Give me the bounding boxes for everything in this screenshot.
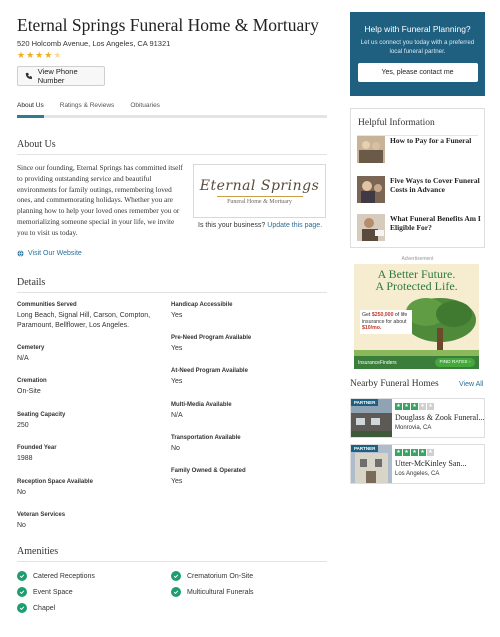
partner-badge: PARTNER	[351, 399, 378, 406]
detail-value: Yes	[171, 378, 183, 385]
nearby-city: Monrovia, CA	[395, 425, 432, 431]
ad-offer	[360, 310, 412, 334]
amenity-label: Catered Receptions	[33, 572, 95, 580]
helpful-information	[350, 108, 485, 248]
detail-label: Pre-Need Program Available	[171, 335, 252, 341]
view-phone-button[interactable]	[17, 66, 105, 86]
partner-badge: PARTNER	[351, 445, 378, 452]
detail-seating-capacity	[17, 412, 167, 431]
detail-value: Yes	[171, 312, 183, 319]
check-icon	[17, 571, 27, 581]
ad-offer-pre: Get	[362, 312, 372, 318]
detail-label: Cremation	[17, 378, 47, 384]
globe-icon	[17, 250, 24, 257]
amenity-item	[17, 587, 73, 597]
view-phone-label: View Phone Number	[37, 67, 78, 85]
business-address: 520 Holcomb Avenue, Los Angeles, CA 91321	[17, 39, 171, 48]
detail-reception-space	[17, 479, 167, 498]
amenities-heading: Amenities	[17, 546, 59, 557]
ad-headline-2: A Protected Life.	[375, 279, 458, 293]
business-logo	[193, 164, 326, 218]
rating-star-icon: ★	[420, 403, 425, 409]
ad-offer-amount: $250,000	[371, 312, 394, 318]
detail-value: No	[171, 445, 180, 452]
rating-star-icon: ★	[428, 403, 433, 409]
star-icon: ★	[35, 50, 44, 60]
claim-prefix: Is this your business?	[198, 222, 266, 229]
detail-label: Veteran Services	[17, 512, 66, 518]
detail-label: Communities Served	[17, 302, 77, 308]
nearby-heading: Nearby Funeral Homes	[350, 379, 439, 389]
help-title: Help with Funeral Planning?	[364, 24, 471, 34]
divider	[17, 292, 327, 293]
tab-obituaries[interactable]: Obituaries	[130, 102, 160, 109]
star-icon: ★	[44, 50, 53, 60]
amenity-label: Crematorium On-Site	[187, 572, 254, 580]
help-text: Let us connect you today with a preferred local funeral partner.	[360, 39, 475, 55]
detail-label: Founded Year	[17, 445, 57, 451]
amenity-label: Chapel	[33, 604, 56, 612]
detail-value: Yes	[171, 478, 183, 485]
nearby-name[interactable]: Douglass & Zook Funeral...	[395, 413, 485, 422]
helpful-item[interactable]	[357, 136, 481, 163]
detail-label: Transportation Available	[171, 435, 241, 441]
detail-value: N/A	[171, 412, 183, 419]
ad-offer-mid: of life insurance for about	[362, 312, 408, 325]
about-text: Since our founding, Eternal Springs has committed itself to providing outstanding service and beautiful environments for family outings, remembering loved ones, and commemorating holidays. Whether you are planning how to help your loved ones remember you or memorializing someone special in your life, we invite you to visit us today.	[17, 163, 183, 237]
tab-about-us[interactable]: About Us	[17, 100, 44, 115]
helpful-link[interactable]: Five Ways to Cover Funeral Costs in Advance	[390, 176, 480, 194]
detail-communities-served	[17, 302, 167, 331]
detail-value: No	[17, 522, 26, 529]
helpful-thumbnail	[357, 176, 385, 203]
amenity-item	[17, 603, 55, 613]
rating-star-icon: ★	[404, 449, 409, 455]
detail-label: Seating Capacity	[17, 412, 66, 418]
tab-ratings-reviews[interactable]: Ratings & Reviews	[59, 102, 115, 109]
amenity-item	[171, 571, 253, 581]
detail-cemetery	[17, 345, 167, 364]
visit-website-label: Visit Our Website	[28, 250, 82, 257]
advertisement[interactable]	[354, 264, 479, 369]
star-icon: ★	[53, 50, 62, 60]
detail-value: 250	[17, 422, 29, 429]
detail-value: Yes	[171, 345, 183, 352]
detail-veteran-services	[17, 512, 167, 531]
rating-star-icon: ★	[412, 403, 417, 409]
ad-label: Advertisement	[401, 256, 434, 262]
detail-label: Handicap Accessibile	[171, 302, 233, 308]
check-icon	[17, 587, 27, 597]
ad-headline-1: A Better Future.	[377, 267, 456, 281]
nearby-card[interactable]	[350, 398, 485, 438]
rating-star-icon: ★	[420, 449, 425, 455]
detail-value: No	[17, 489, 26, 496]
detail-label: Reception Space Available	[17, 479, 93, 485]
helpful-item[interactable]	[357, 214, 481, 241]
rating-star-icon: ★	[412, 449, 417, 455]
business-name: Eternal Springs Funeral Home & Mortuary	[17, 15, 319, 35]
detail-value: N/A	[17, 355, 29, 362]
star-icon: ★	[26, 50, 35, 60]
detail-founded-year	[17, 445, 167, 464]
amenity-label: Event Space	[33, 588, 73, 596]
check-icon	[171, 571, 181, 581]
about-heading: About Us	[17, 139, 56, 150]
detail-label: Family Owned & Operated	[171, 468, 246, 474]
phone-icon	[25, 72, 33, 80]
view-all-link[interactable]: View All	[459, 381, 484, 388]
update-page-link[interactable]: Update this page.	[267, 222, 323, 229]
detail-label: At-Need Program Available	[171, 368, 248, 374]
detail-family-owned	[171, 468, 321, 487]
detail-transportation	[171, 435, 321, 454]
rating-star-icon: ★	[396, 449, 401, 455]
helpful-link[interactable]: How to Pay for a Funeral	[390, 136, 472, 145]
divider	[17, 154, 327, 155]
rating-star-icon: ★	[396, 403, 401, 409]
check-icon	[17, 603, 27, 613]
rating-star-icon: ★	[404, 403, 409, 409]
nearby-name[interactable]: Utter-McKinley San...	[395, 459, 467, 468]
detail-label: Cemetery	[17, 345, 45, 351]
helpful-item[interactable]	[357, 176, 481, 203]
rating-star-icon: ★	[428, 449, 433, 455]
tab-bar	[17, 100, 327, 118]
detail-multi-media	[171, 402, 321, 421]
check-icon	[171, 587, 181, 597]
claim-business	[198, 222, 322, 229]
star-icon: ★	[17, 50, 26, 60]
helpful-thumbnail	[357, 136, 385, 163]
detail-label: Multi-Media Available	[171, 402, 232, 408]
amenity-item	[17, 571, 95, 581]
contact-me-button[interactable]: Yes, please contact me	[358, 63, 478, 82]
logo-underline	[217, 196, 303, 197]
rating-boxes	[395, 403, 434, 410]
helpful-link[interactable]: What Funeral Benefits Am I Eligible For?	[390, 214, 481, 232]
detail-value: On-Site	[17, 388, 41, 395]
detail-value: 1988	[17, 455, 33, 462]
divider	[17, 561, 327, 562]
helpful-thumbnail	[357, 214, 385, 241]
visit-website-link[interactable]	[17, 250, 82, 257]
ad-find-rates-button[interactable]: FIND RATES ›	[435, 358, 475, 367]
ad-brand: InsuranceFinders	[358, 360, 397, 366]
detail-pre-need	[171, 335, 321, 354]
ad-offer-price: $10/mo.	[362, 325, 382, 331]
detail-handicap-accessible	[171, 302, 321, 321]
nearby-city: Los Angeles, CA	[395, 471, 440, 477]
amenity-item	[171, 587, 254, 597]
helpful-heading: Helpful Information	[358, 118, 435, 128]
logo-script: Eternal Springs	[199, 177, 320, 194]
detail-value: Long Beach, Signal Hill, Carson, Compton, Paramount, Bellflower, Los Angeles.	[17, 312, 151, 329]
logo-subtitle: Funeral Home & Mortuary	[227, 198, 292, 205]
details-heading: Details	[17, 277, 46, 288]
funeral-planning-box	[350, 12, 485, 96]
star-rating	[17, 51, 327, 60]
detail-cremation	[17, 378, 167, 397]
amenity-label: Multicultural Funerals	[187, 588, 254, 596]
nearby-card[interactable]	[350, 444, 485, 484]
business-header	[17, 14, 327, 86]
detail-at-need	[171, 368, 321, 387]
rating-boxes	[395, 449, 434, 456]
